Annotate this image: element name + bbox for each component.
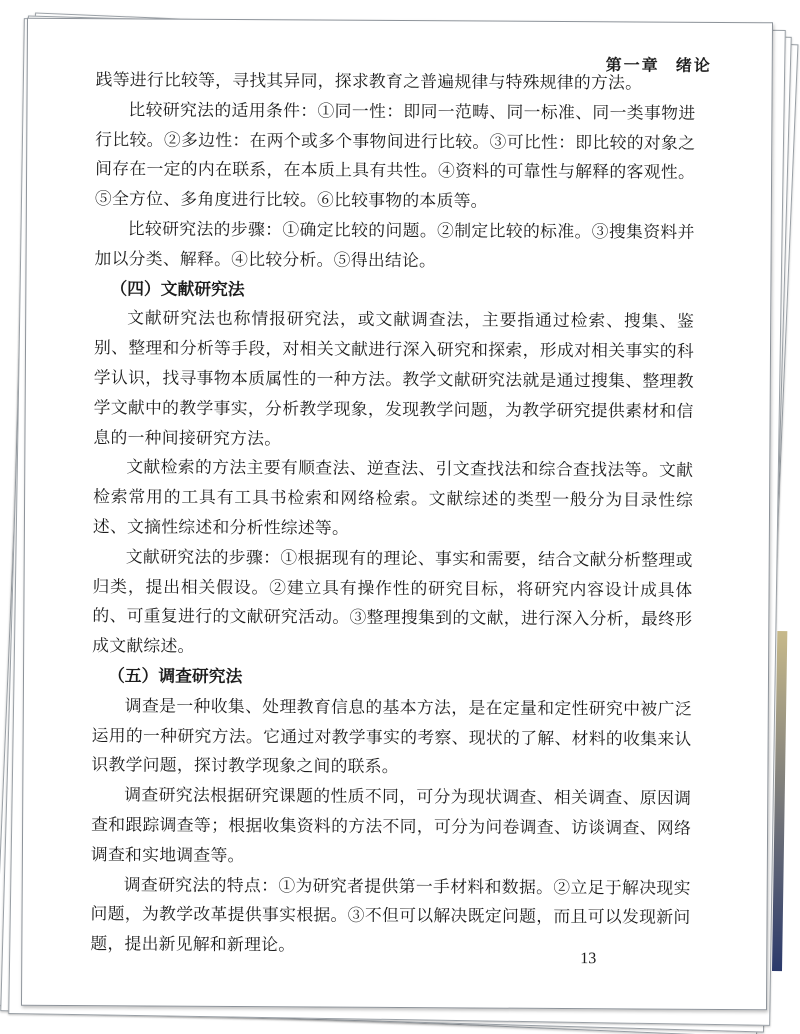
page-number: 13 (580, 950, 597, 968)
paragraph-7: 文献研究法的步骤：①根据现有的理论、事实和需要，结合文献分析整理或归类，提出相关假设。②建立具有操作性的研究目标，将研究内容设计成具体的、可重复进行的文献研究活动。③整理搜集到的文献，进行深入分析，最终形成文献综述。 (92, 546, 693, 656)
paragraph-10: 调查研究法根据研究课题的性质不同，可分为现状调查、相关调查、原因调查和跟踪调查等；根据收集资料的方法不同，可分为问卷调查、访谈调查、网络调查和实地调查等。 (90, 784, 692, 865)
section-heading-4: （四）文献研究法 (110, 277, 245, 299)
paragraph-6: 文献检索的方法主要有顺查法、逆查法、引文查找法和综合查找法等。文献检索常用的工具有工具书检索和网络检索。文献综述的类型一般分为目录性综述、文摘性综述和分析性综述等。 (92, 456, 694, 538)
running-head-title: 绪论 (675, 55, 712, 75)
paragraph-5: 文献研究法也称情报研究法，或文献调查法，主要指通过检索、搜集、鉴别、整理和分析等手段，对相关文献进行深入研究和探索，形成对相关事实的科学认识，找寻事物本质属性的一种方法。教学文献研究法就是通过搜集、整理教学文献中的教学事实，分析教学现象，发现教学问题，为教学研究提供素材和信息的一种间接研究方法。 (93, 307, 695, 448)
running-head-chapter: 第一章 (605, 55, 660, 75)
paragraph-3: 比较研究法的步骤：①确定比较的问题。②制定比较的标准。③搜集资料并加以分类、解释。④比较分析。⑤得出结论。 (94, 218, 695, 271)
book-page (21, 18, 773, 1011)
paragraph-2: 比较研究法的适用条件：①同一性：即同一范畴、同一标准、同一类事物进行比较。②多边性：在两个或多个事物间进行比较。③可比性：即比较的对象之间存在一定的内在联系，在本质上具有共性。④资料的可靠性与解释的客观性。⑤全方位、多角度进行比较。⑥比较事物的本质等。 (94, 99, 696, 211)
paragraph-1: 践等进行比较等，寻找其异同，探求教育之普遍规律与特殊规律的方法。 (95, 69, 643, 93)
paragraph-11: 调查研究法的特点：①为研究者提供第一手材料和数据。②立足于解决现实问题，为教学改革提供事实根据。③不但可以解决既定问题，而且可以发现新问题，提出新见解和新理论。 (90, 873, 691, 955)
section-heading-5: （五）调查研究法 (107, 665, 243, 686)
page-body (90, 65, 695, 963)
paragraph-9: 调查是一种收集、处理教育信息的基本方法，是在定量和定性研究中被广泛运用的一种研究方法。它通过对教学事实的考察、现状的了解、材料的收集来认识教学问题，探讨教学现象之间的联系。 (91, 695, 692, 777)
